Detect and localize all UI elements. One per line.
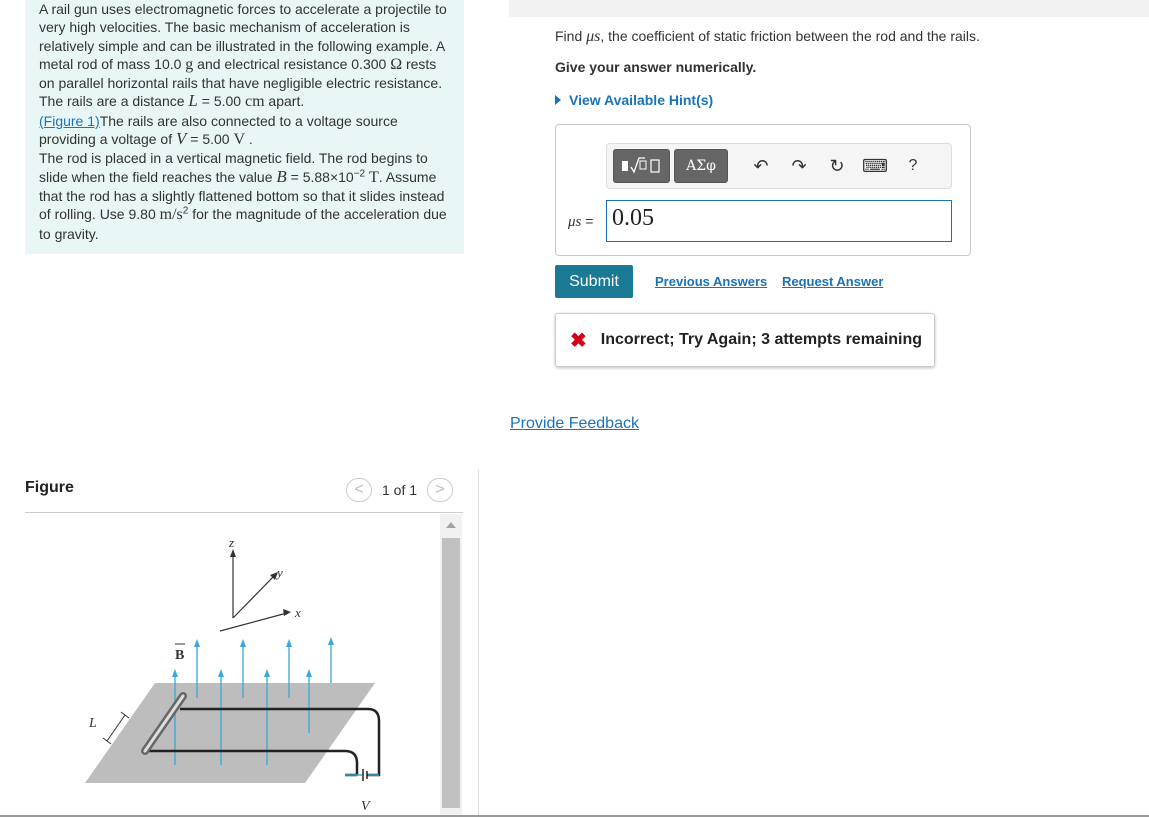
- view-hints-toggle[interactable]: View Available Hint(s): [555, 92, 713, 108]
- submit-button[interactable]: Submit: [555, 265, 633, 298]
- axis-label-y: y: [277, 565, 283, 580]
- request-answer-link[interactable]: Request Answer: [782, 274, 884, 289]
- feedback-message: [555, 313, 935, 367]
- undo-icon[interactable]: ↶: [753, 155, 769, 176]
- battery-icon: [363, 769, 367, 781]
- templates-button[interactable]: [613, 149, 670, 183]
- rail-gun-diagram: [25, 513, 440, 817]
- figure-link[interactable]: (Figure 1): [39, 112, 100, 129]
- axis-label-x: x: [295, 605, 301, 620]
- caret-right-icon: [555, 95, 561, 105]
- provide-feedback-link[interactable]: Provide Feedback: [510, 415, 639, 432]
- mu-s-symbol: μs: [586, 28, 601, 45]
- figure-page-indicator: 1 of 1: [382, 482, 418, 498]
- axis-label-z: z: [229, 535, 235, 550]
- templates-icon: [620, 155, 664, 177]
- answer-field-label: μs =: [568, 213, 594, 230]
- reset-icon[interactable]: ↻: [829, 155, 845, 176]
- problem-statement: [25, 0, 464, 254]
- answer-instructions: Give your answer numerically.: [555, 59, 757, 75]
- previous-answers-link[interactable]: Previous Answers: [655, 274, 768, 289]
- keyboard-icon[interactable]: ⌨: [862, 155, 888, 176]
- figure-scrollbar[interactable]: [440, 514, 462, 817]
- incorrect-x-icon: ✖: [570, 329, 587, 352]
- math-toolbar: [606, 143, 952, 189]
- field-label-B: B: [175, 648, 185, 663]
- column-divider: [478, 470, 479, 817]
- redo-icon[interactable]: ↷: [791, 155, 807, 176]
- figure-title: Figure: [25, 479, 74, 496]
- answer-panel: [555, 124, 971, 256]
- question-text: Find μs, the coefficient of static friction between the rod and the rails.: [555, 28, 980, 45]
- length-label-L: L: [89, 716, 97, 731]
- top-bar: [509, 0, 1149, 17]
- figure-pager: [346, 478, 453, 502]
- figure-image: [25, 513, 463, 817]
- feedback-text: Incorrect; Try Again; 3 attempts remaining: [600, 331, 923, 348]
- figure-next-button[interactable]: >: [427, 478, 453, 502]
- scroll-thumb[interactable]: [442, 538, 460, 808]
- voltage-label-V: V: [361, 799, 370, 814]
- figure-prev-button[interactable]: <: [346, 478, 372, 502]
- help-icon[interactable]: ?: [908, 157, 918, 174]
- scroll-up-arrow-icon[interactable]: [446, 522, 456, 528]
- problem-paragraph-1: A rail gun uses electromagnetic forces to accelerate a projectile to very high velocities. The basic mechanism of acceleration is relatively simple and can be illustrated in the following example. A metal rod of mass 10.0 g and electrical resistance 0.300 Ω rests on parallel horizontal rails that have negligible electric resistance. The rails are a distance L = 5.00 cm apart. (Figure 1)The rails are also connected to a voltage source providing a voltage of V = 5.00 V .: [39, 1, 447, 149]
- greek-symbols-button[interactable]: ΑΣφ: [674, 149, 728, 183]
- rail-plane: [85, 683, 375, 783]
- answer-input[interactable]: 0.05: [606, 200, 952, 242]
- problem-paragraph-2: The rod is placed in a vertical magnetic field. The rod begins to slide when the field reaches the value $B = 5.88\times 10^{-2}$ T. Assume that the rod has a slightly flattened bottom so that it slides instead of rolling. Use 9.80 $m/s^2$ for the magnitude of the acceleration due to gravity.: [39, 150, 447, 242]
